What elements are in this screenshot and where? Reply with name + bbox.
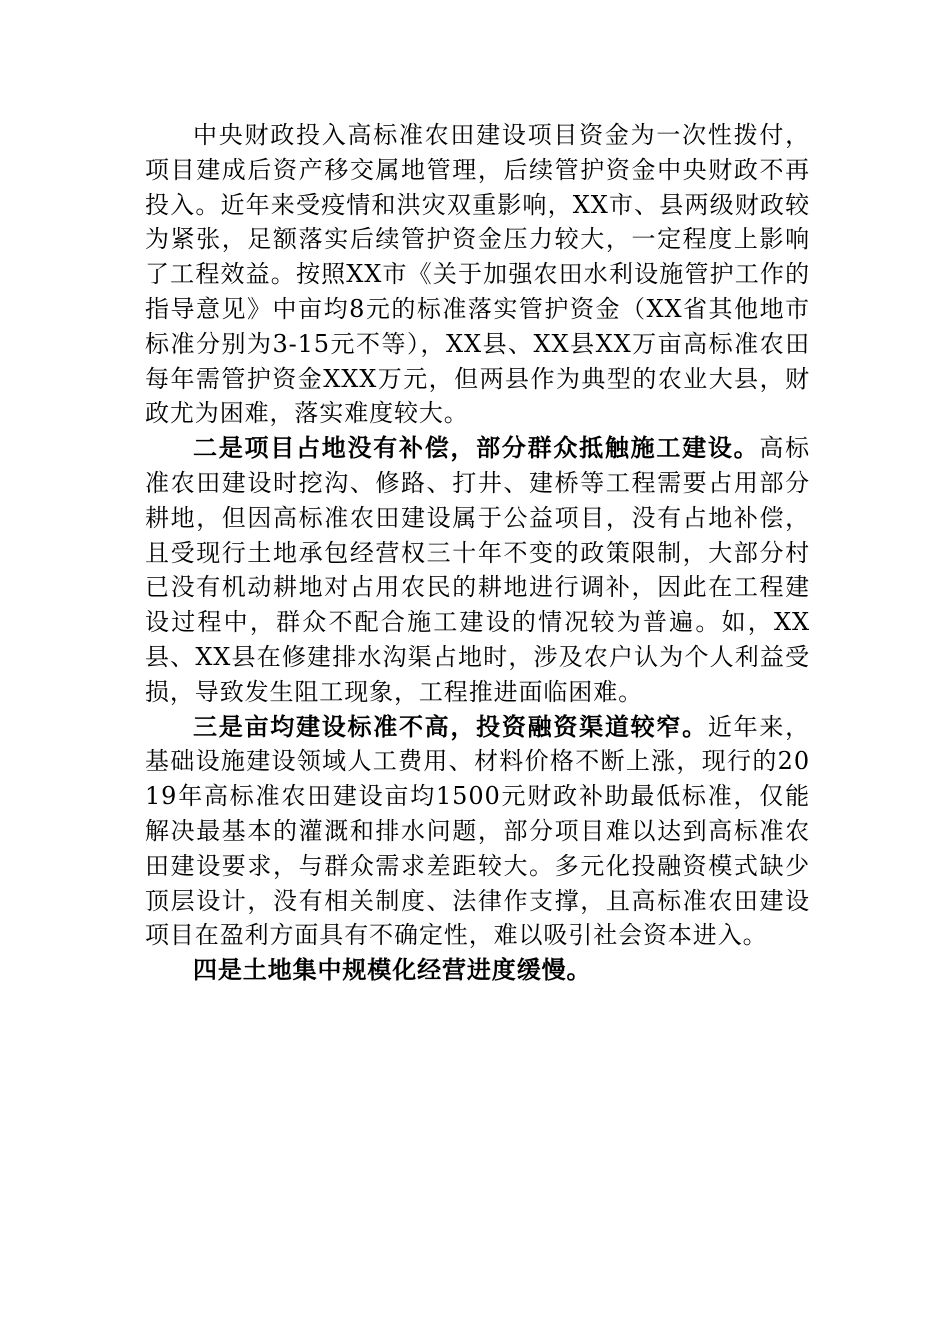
paragraph-4-heading: 四是土地集中规模化经营进度缓慢。	[193, 955, 592, 985]
paragraph-land-compensation	[145, 431, 810, 709]
document-body	[145, 118, 810, 988]
paragraph-3-text: 近年来，基础设施建设领域人工费用、材料价格不断上涨，现行的2019年高标准农田建设亩均1500元财政补助最低标准，仅能解决最基本的灌溉和排水问题，部分项目难以达到高标准农田建设要求，与群众需求差距较大。多元化投融资模式缺少顶层设计，没有相关制度、法律作支撑，且高标准农田建设项目在盈利方面具有不确定性，难以吸引社会资本进入。	[145, 712, 811, 950]
paragraph-land-consolidation	[145, 953, 810, 988]
paragraph-2-text: 高标准农田建设时挖沟、修路、打井、建桥等工程需要占用部分耕地，但因高标准农田建设属于公益项目，没有占地补偿，且受现行土地承包经营权三十年不变的政策限制，大部分村已没有机动耕地对占用农民的耕地进行调补，因此在工程建设过程中，群众不配合施工建设的情况较为普遍。如，XX县、XX县在修建排水沟渠占地时，涉及农户认为个人利益受损，导致发生阻工现象，工程推进面临困难。	[145, 434, 810, 706]
paragraph-construction-standard	[145, 710, 810, 954]
paragraph-maintenance-funds	[145, 118, 810, 431]
paragraph-2-heading: 二是项目占地没有补偿，部分群众抵触施工建设。	[193, 433, 760, 463]
paragraph-1-text: 中央财政投入高标准农田建设项目资金为一次性拨付，项目建成后资产移交属地管理，后续管护资金中央财政不再投入。近年来受疫情和洪灾双重影响，XX市、县两级财政较为紧张，足额落实后续管护资金压力较大，一定程度上影响了工程效益。按照XX市《关于加强农田水利设施管护工作的指导意见》中亩均8元的标准落实管护资金（XX省其他地市标准分别为3-15元不等），XX县、XX县XX万亩高标准农田每年需管护资金XXX万元，但两县作为典型的农业大县，财政尤为困难，落实难度较大。	[145, 121, 810, 428]
paragraph-3-heading: 三是亩均建设标准不高，投资融资渠道较窄。	[193, 711, 708, 741]
